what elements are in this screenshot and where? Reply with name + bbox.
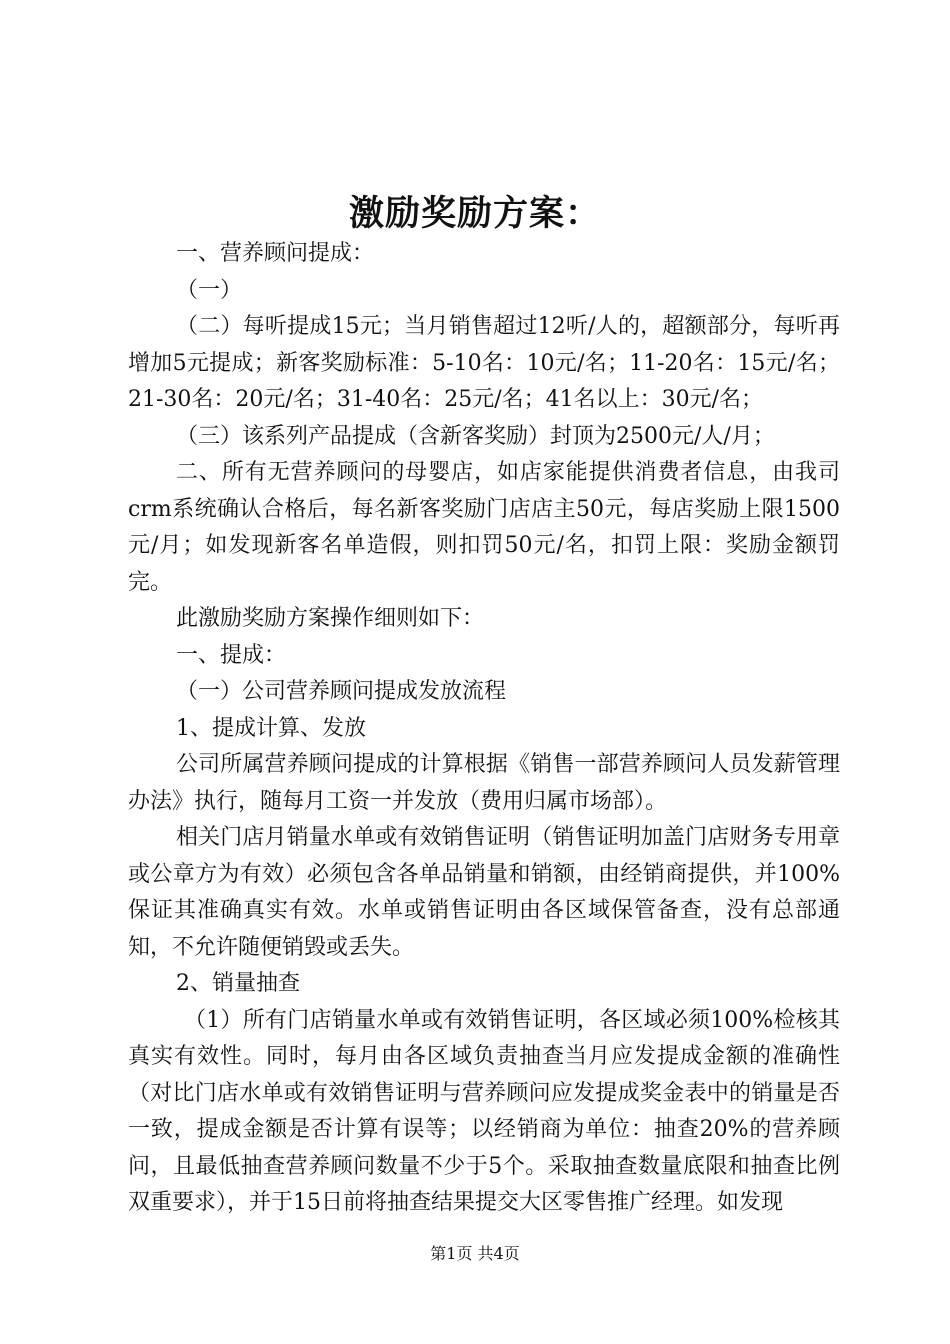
body-paragraph: 相关门店月销量水单或有效销售证明（销售证明加盖门店财务专用章或公章方为有效）必须包含各单品销量和销额，由经销商提供，并100%保证其准确真实有效。水单或销售证明由各区域保管备查，没有总部通知，不允许随便销毁或丢失。 <box>128 825 840 960</box>
document-title: 激励奖励方案： <box>348 193 601 234</box>
subsection-heading: 2、销量抽查 <box>176 971 300 996</box>
document-body <box>128 236 840 1222</box>
page-number: 第1页 共4页 <box>430 1244 520 1263</box>
subsection-heading: （一）公司营养顾问提成发放流程 <box>176 679 507 704</box>
subsection-heading: 1、提成计算、发放 <box>176 715 366 741</box>
body-paragraph: 此激励奖励方案操作细则如下： <box>176 606 485 631</box>
section-heading: 一、提成： <box>176 642 287 668</box>
list-item: （二）每听提成15元；当月销售超过12听/人的，超额部分，每听再增加5元提成；新客奖励标准：5-10名：10元/名；11-20名：15元/名；21-30名：20元/名；31-40名：25元/名；41名以上：30元/名； <box>128 314 840 412</box>
list-item: （三）该系列产品提成（含新客奖励）封顶为2500元/人/月； <box>176 423 775 449</box>
section-heading: 一、营养顾问提成： <box>176 241 375 266</box>
body-paragraph: （1）所有门店销量水单或有效销售证明，各区域必须100%检核其真实有效性。同时，每月由各区域负责抽查当月应发提成金额的准确性（对比门店水单或有效销售证明与营养顾问应发提成奖金表中的销量是否一致，提成金额是否计算有误等；以经销商为单位：抽查20%的营养顾问，且最低抽查营养顾问数量不少于5个。采取抽查数量底限和抽查比例双重要求），并于15日前将抽查结果提交大区零售推广经理。如发现 <box>128 1007 840 1215</box>
body-paragraph: 公司所属营养顾问提成的计算根据《销售一部营养顾问人员发薪管理办法》执行，随每月工资一并发放（费用归属市场部）。 <box>128 752 840 814</box>
list-item: （一） <box>176 277 243 303</box>
body-paragraph: 二、所有无营养顾问的母婴店，如店家能提供消费者信息，由我司crm系统确认合格后，每名新客奖励门店店主50元，每店奖励上限1500元/月；如发现新客名单造假，则扣罚50元/名，扣罚上限：奖励金额罚完。 <box>128 460 840 595</box>
